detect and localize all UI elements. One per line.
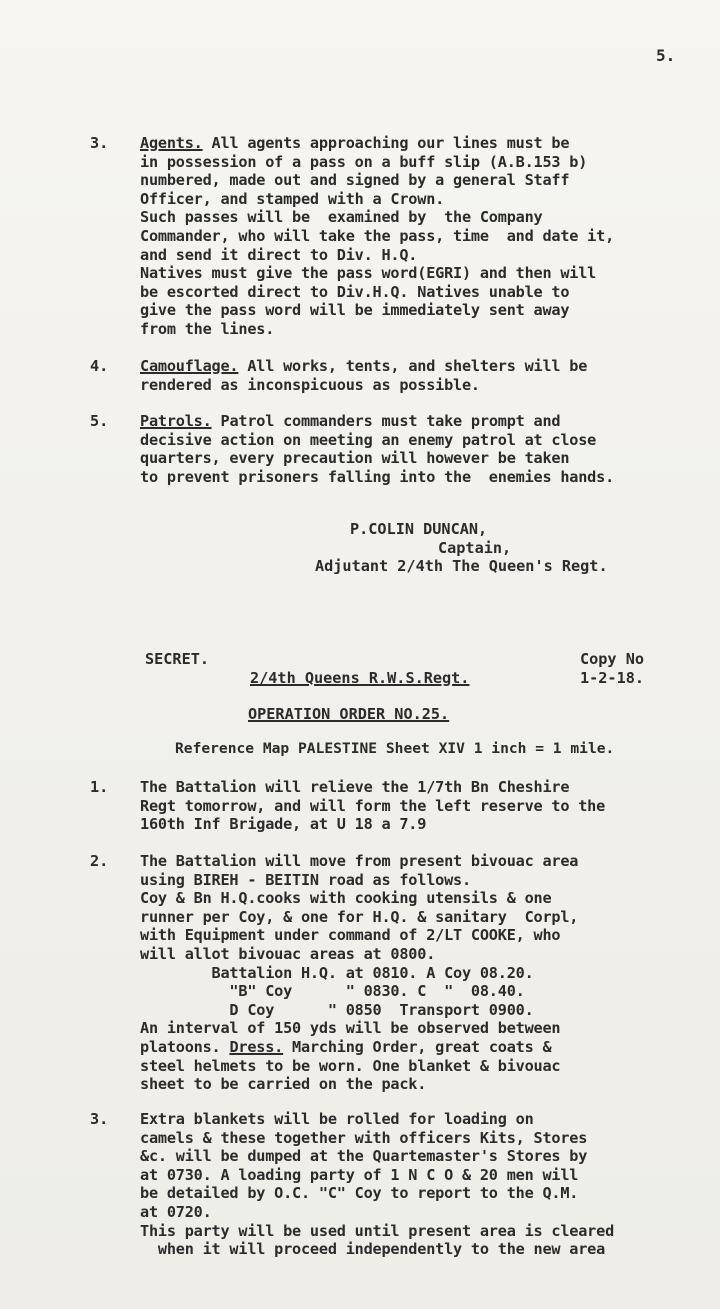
- heading-dress: Dress.: [229, 1037, 284, 1056]
- signature-name: P.COLIN DUNCAN,: [350, 520, 488, 538]
- item-number: 2.: [90, 852, 109, 870]
- paragraph-movement: [140, 852, 578, 1094]
- paragraph-camouflage: [140, 357, 587, 394]
- paragraph-text: The Battalion will move from present bivouac area using BIREH - BEITIN road as follows. Coy & Bn H.Q.cooks with cooking utensils & one runner per Coy, & one for H.Q. & sanitary Corpl, with Equipment under command of 2/LT COOKE, who will allot bivouac areas at 0800. Battalion H.Q. at 0810. A Coy 08.20. "B" Coy " 0830. C " 08.40. D Coy " 0850 Transport 0900. An interval of 150 yds will be observed between platoons.: [140, 852, 579, 1056]
- reference-line: Reference Map PALESTINE Sheet XIV 1 inch = 1 mile.: [175, 740, 615, 757]
- heading-patrols: Patrols.: [140, 412, 212, 430]
- paragraph-text: All agents approaching our lines must be in possession of a pass on a buff slip (A.B.153 b) numbered, made out and signed by a general Staff Officer, and stamped with a Crown. Such passes will be examined by the Company Commander, who will take the pass, time and date it, and send it direct to Div. H.Q. Natives must give the pass word(EGRI) and then will be escorted direct to Div.H.Q. Natives unable to give the pass word will be immediately sent away from the lines.: [140, 134, 615, 338]
- item-number: 5.: [90, 412, 109, 430]
- item-number: 4.: [90, 357, 109, 375]
- page-number: 5.: [656, 46, 676, 65]
- copy-number: Copy No: [580, 650, 645, 668]
- item-number: 3.: [90, 1110, 109, 1128]
- signature-rank: Captain,: [438, 539, 512, 557]
- heading-camouflage: Camouflage.: [140, 357, 239, 375]
- secret-label: SECRET.: [145, 650, 210, 668]
- paragraph-relief: The Battalion will relieve the 1/7th Bn Cheshire Regt tomorrow, and will form the left reserve to the 160th Inf Brigade, at U 18 a 7.9: [140, 778, 606, 834]
- paragraph-patrols: [140, 412, 614, 486]
- paragraph-agents: [140, 134, 614, 339]
- paragraph-text: Patrol commanders must take prompt and decisive action on meeting an enemy patrol at close quarters, every precaution will however be taken to prevent prisoners falling into the enemies hands.: [140, 412, 615, 486]
- order-date: 1-2-18.: [580, 669, 645, 687]
- signature-role: Adjutant 2/4th The Queen's Regt.: [315, 557, 608, 575]
- item-number: 1.: [90, 778, 109, 796]
- paragraph-text: All works, tents, and shelters will be rendered as inconspicuous as possible.: [140, 357, 588, 394]
- order-title: OPERATION ORDER NO.25.: [248, 705, 450, 723]
- unit-title: 2/4th Queens R.W.S.Regt.: [250, 669, 470, 687]
- heading-agents: Agents.: [140, 134, 203, 152]
- paragraph-text: Marching Order, great coats & steel helmets to be worn. One blanket & bivouac sheet to be carried on the pack.: [140, 1037, 561, 1094]
- item-number: 3.: [90, 134, 109, 152]
- paragraph-blankets: Extra blankets will be rolled for loading on camels & these together with officers Kits, Stores &c. will be dumped at the Quartemaster's Stores by at 0730. A loading party of 1 N C O & 20 men will be detailed by O.C. "C" Coy to report to the Q.M. at 0720. This party will be used until present area is cleared when it will proceed independently to the new area: [140, 1110, 615, 1259]
